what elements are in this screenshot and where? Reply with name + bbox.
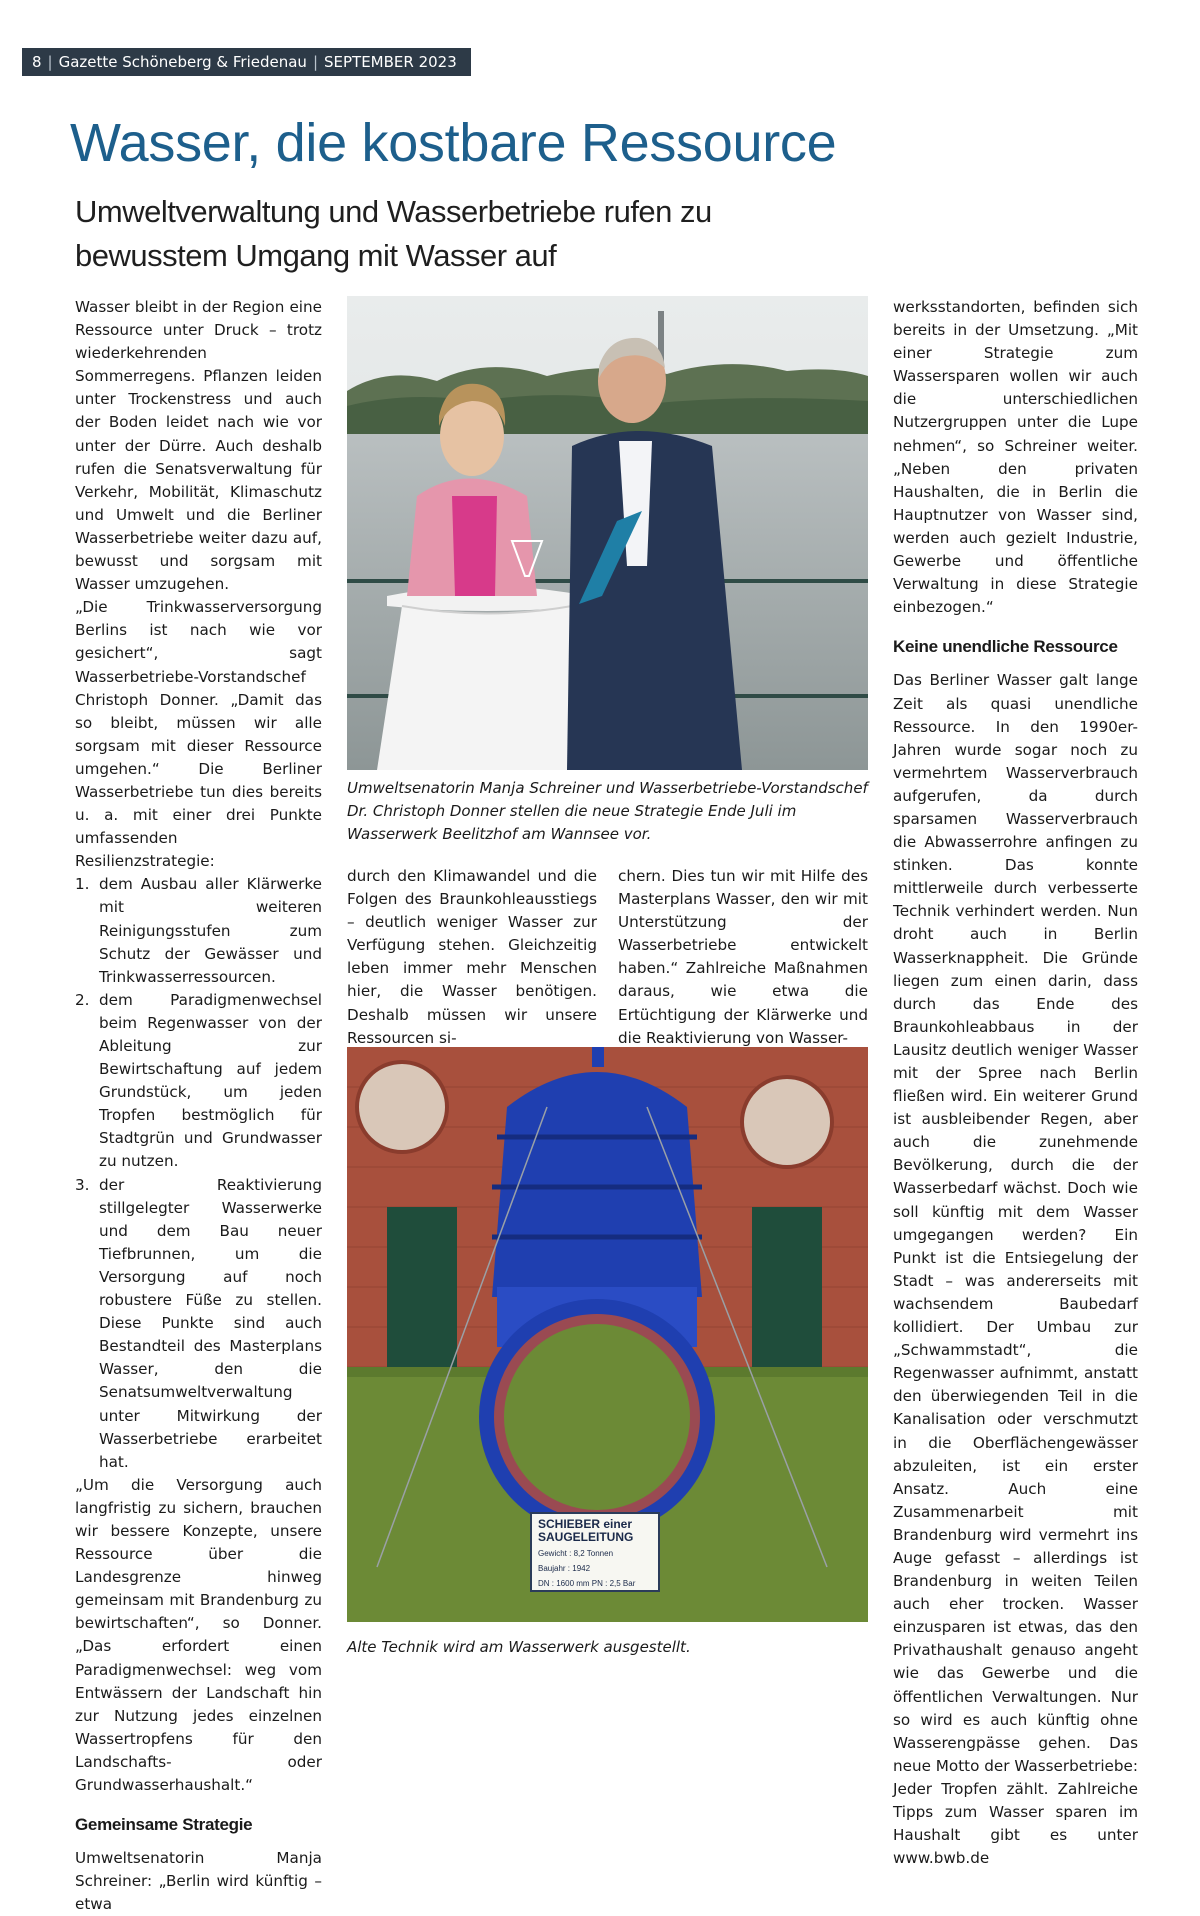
page-header-bar: [22, 48, 471, 76]
photo-caption: Umweltsenatorin Manja Schreiner und Wasserbetriebe-Vorstandschef Dr. Christoph Donner stellen die neue Strategie Ende Juli im Wasserwerk Beelitzhof am Wannsee vor.: [347, 779, 868, 843]
page-number: 8: [32, 53, 42, 71]
text-column-middle-left: [347, 865, 597, 1050]
paragraph: Wasser bleibt in der Region eine Ressource unter Druck – trotz wiederkehrenden Sommerregens. Pflanzen leiden unter Trockenstress und auch der Boden leidet nach wie vor unter der Dürre. Auch deshalb rufen die Senatsverwaltung für Verkehr, Mobilität, Klimaschutz und Umwelt und die Berliner Wasserbetriebe weiter dazu auf, bewusst und sorgsam mit Wasser umzugehen.: [75, 298, 322, 594]
photo-caption: Alte Technik wird am Wasserwerk ausgestellt.: [347, 1638, 691, 1656]
text-column-middle-right: [618, 865, 868, 1050]
text-column-left: [75, 296, 322, 1916]
sign-detail: DN : 1600 mm PN : 2,5 Bar: [538, 1579, 636, 1588]
sign-title-line: SCHIEBER einer: [538, 1517, 633, 1531]
header-separator: |: [47, 53, 53, 71]
list-item: [75, 989, 322, 1174]
sign-detail: Gewicht : 8,2 Tonnen: [538, 1549, 614, 1558]
sign-title-line: SAUGELEITUNG: [538, 1530, 634, 1544]
list-text: der Reaktivierung stillgelegter Wasserwerke und dem Bau neuer Tiefbrunnen, um die Versorgung auf noch robustere Füße zu stellen. Diese Punkte sind auch Bestandteil des Masterplans Wasser, den die Senatsumweltverwaltung unter Mitwirkung der Wasserbetriebe erarbeitet hat.: [99, 1175, 322, 1471]
photo-illustration: [347, 296, 868, 770]
issue-date: SEPTEMBER 2023: [324, 53, 457, 71]
list-item: [75, 873, 322, 988]
list-text: dem Paradigmenwechsel beim Regenwasser von der Ableitung zur Bewirtschaftung auf jedem Grundstück, um jeden Tropfen bestmöglich für Stadtgrün und Grundwasser zu nutzen.: [99, 990, 322, 1171]
list-number: 1.: [75, 875, 90, 894]
photo-senator-and-ceo: [347, 296, 868, 770]
publication-name: Gazette Schöneberg & Friedenau: [58, 53, 307, 71]
paragraph: werksstandorten, befinden sich bereits in der Umsetzung. „Mit einer Strategie zum Wassersparen wollen wir auch die unterschiedlichen Nutzergruppen unter die Lupe nehmen“, so Schreiner weiter. „Neben den privaten Haushalten, die in Berlin die Hauptnutzer von Wasser sind, werden auch gezielt Industrie, Gewerbe und öffentliche Verwaltung in diese Strategie einbezogen.“: [893, 298, 1138, 617]
article-title: Wasser, die kostbare Ressource: [70, 113, 837, 173]
sign-detail: Baujahr : 1942: [538, 1564, 591, 1573]
paragraph: Umweltsenatorin Manja Schreiner: „Berlin wird künftig – etwa: [75, 1849, 322, 1914]
list-number: 2.: [75, 990, 90, 1009]
strategy-list: [75, 873, 322, 1473]
list-item: [75, 1174, 322, 1474]
paragraph: Das Berliner Wasser galt lange Zeit als quasi unendliche Ressource. In den 1990er-Jahren wurde sogar noch zu vermehrtem Wasserverbrauch aufgerufen, da durch sparsamen Wasserverbrauch die Abwasserrohre anfingen zu stinken. Das konnte mittlerweile durch verbesserte Technik verhindert werden. Nun droht auch in Berlin Wasserknappheit. Die Gründe liegen zum einen darin, dass durch das Ende des Braunkohleabbaus in der Lausitz deutlich weniger Wasser mit der Spree nach Berlin fließen wird. Ein weiterer Grund ist ausbleibender Regen, aber auch die zunehmende Bevölkerung, durch die der Wasserbedarf wächst. Doch wie soll künftig mit dem Wasser umgegangen werden? Ein Punkt ist die Entsiegelung der Stadt – was andererseits mit wachsendem Baubedarf kollidiert. Der Umbau zur „Schwammstadt“, die Regenwasser aufnimmt, anstatt den überwiegenden Teil in die Kanalisation oder verschmutzt in die Oberflächengewässer abzuleiten, ist ein erster Ansatz. Auch eine Zusammenarbeit mit Brandenburg wird vermehrt ins Auge gefasst – allerdings ist Brandenburg in weiten Teilen auch eher trocken. Wasser einzusparen ist etwas, das den Privathaushalt genauso angeht wie das Gewerbe und die öffentlichen Verwaltungen. Nur so wird es auch künftig ohne Wasserengpässe gehen. Das neue Motto der Wasserbetriebe: Jeder Tropfen zählt. Zahlreiche Tipps zum Wasser sparen im Haushalt gibt es unter www.bwb.de: [893, 671, 1138, 1868]
section-heading: Gemeinsame Strategie: [75, 1815, 253, 1835]
valve-info-sign: [530, 1512, 660, 1592]
list-number: 3.: [75, 1175, 90, 1194]
section-heading: Keine unendliche Ressource: [893, 637, 1118, 657]
paragraph: „Die Trinkwasserversorgung Berlins ist nach wie vor gesichert“, sagt Wasserbetriebe-Vorstandschef Christoph Donner. „Damit das so bleibt, müssen wir alle sorgsam mit dieser Ressource umgehen.“ Die Berliner Wasserbetriebe tun dies bereits u. a. mit einer drei Punkte umfassenden Resilienzstrategie:: [75, 598, 322, 871]
header-separator: |: [312, 53, 318, 71]
text-column-right: [893, 296, 1138, 1870]
paragraph: durch den Klimawandel und die Folgen des Braunkohleausstiegs – deutlich weniger Wasser zur Verfügung stehen. Gleichzeitig leben immer mehr Menschen hier, die Wasser benötigen. Deshalb müssen wir unsere Ressourcen si-: [347, 867, 597, 1047]
paragraph: chern. Dies tun wir mit Hilfe des Masterplans Wasser, den wir mit Unterstützung der Wasserbetriebe entwickelt haben.“ Zahlreiche Maßnahmen daraus, wie etwa die Ertüchtigung der Klärwerke und die Reaktivierung von Wasser-: [618, 867, 868, 1047]
list-text: dem Ausbau aller Klärwerke mit weiteren Reinigungsstufen zum Schutz der Gewässer und Trinkwasserressourcen.: [99, 875, 322, 986]
paragraph: „Um die Versorgung auch langfristig zu sichern, brauchen wir bessere Konzepte, unsere Ressource über die Landesgrenze hinweg gemeinsam mit Brandenburg zu bewirtschaften“, so Donner. „Das erfordert einen Paradigmenwechsel: weg vom Entwässern der Landschaft hin zur Nutzung jedes einzelnen Wassertropfens für den Landschafts- oder Grundwasserhaushalt.“: [75, 1475, 322, 1794]
article-subtitle: Umweltverwaltung und Wasserbetriebe rufen zu bewusstem Umgang mit Wasser auf: [75, 194, 712, 273]
